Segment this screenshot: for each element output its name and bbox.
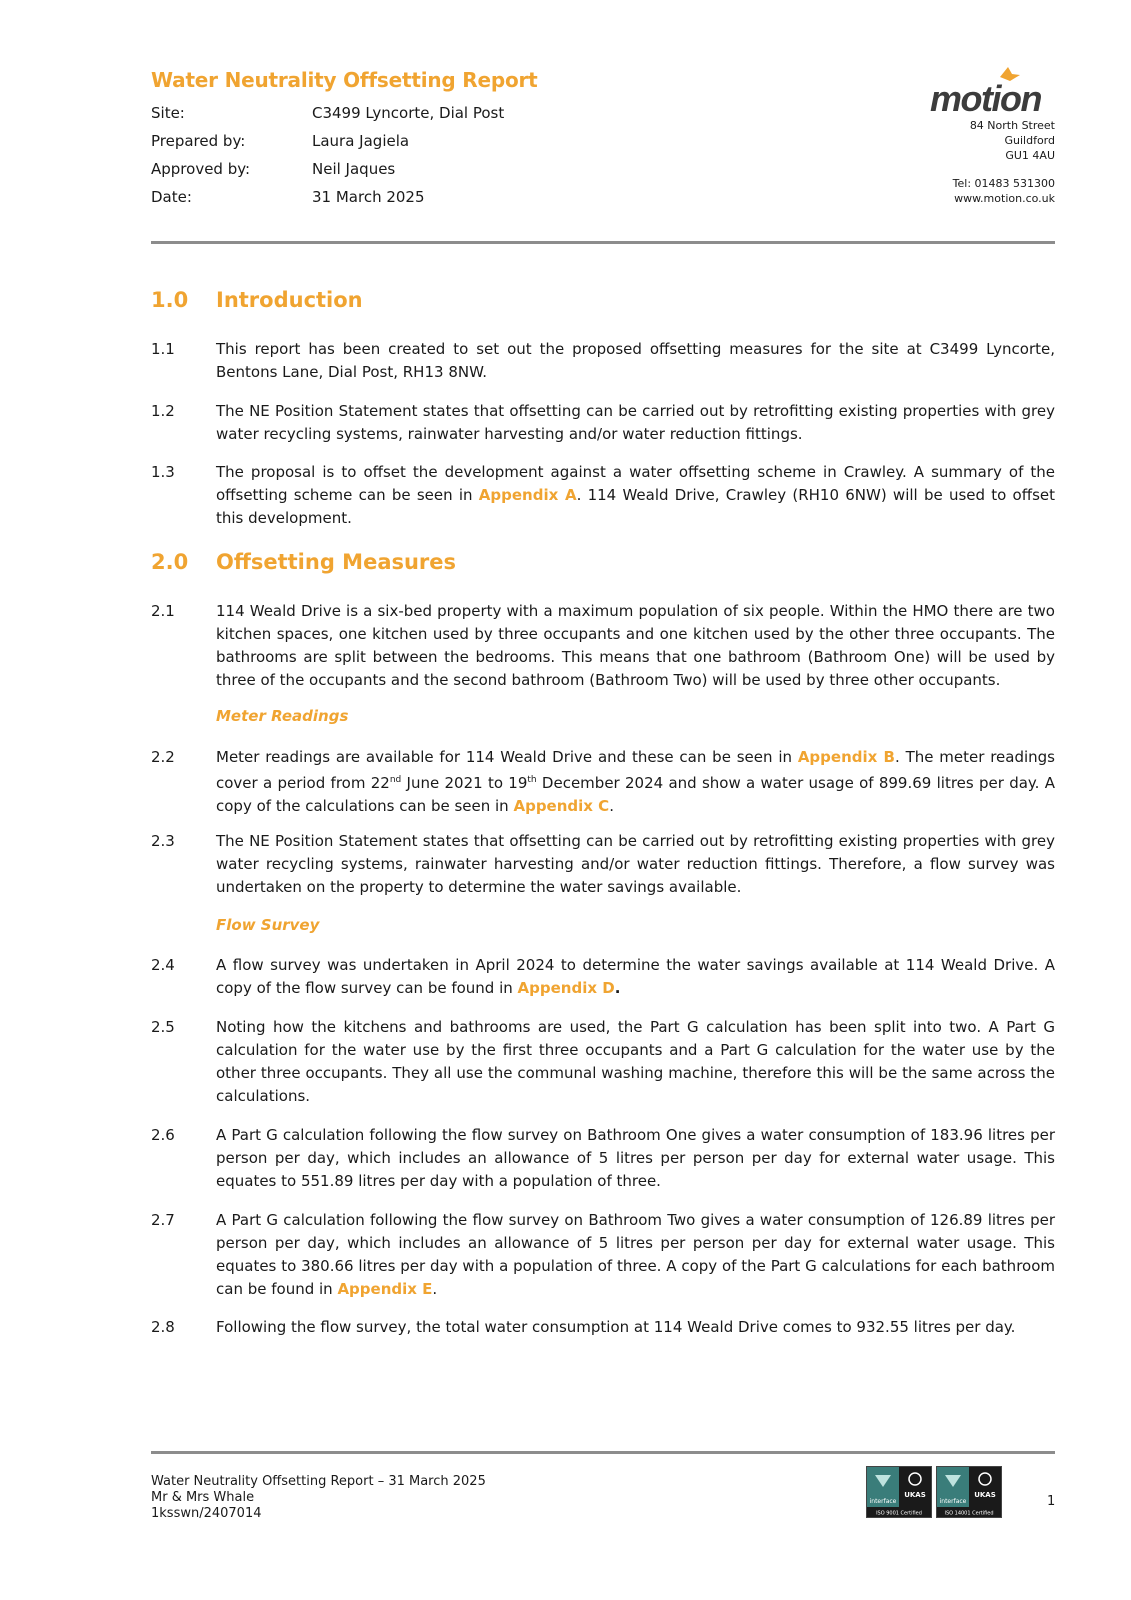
appendix-b-link[interactable]: Appendix B: [797, 748, 895, 766]
superscript: th: [527, 775, 537, 785]
paragraph-2-3: [151, 830, 1055, 899]
paragraph-1-3: [151, 461, 1055, 530]
text-run: .: [609, 797, 614, 815]
paragraph-number: 1.2: [151, 402, 175, 420]
badge-brand: interface: [869, 1498, 897, 1505]
paragraph-number: 2.7: [151, 1211, 175, 1229]
meta-value: Neil Jaques: [312, 160, 396, 178]
text-run: . 114 Weald Drive, Crawley (RH10 6NW) will be used to offset this development.: [216, 486, 1055, 527]
meta-label: Prepared by:: [151, 132, 246, 150]
paragraph-1-1: [151, 338, 1055, 384]
footer-client: Mr & Mrs Whale: [151, 1490, 255, 1505]
badge-ukas: UKAS: [974, 1491, 996, 1499]
paragraph-text: [216, 746, 1055, 818]
paragraph-2-7: [151, 1209, 1055, 1301]
company-logo: [930, 65, 1055, 119]
appendix-e-link[interactable]: Appendix E: [337, 1280, 433, 1298]
text-run: A Part G calculation following the flow survey on Bathroom Two gives a water consumption of 126.89 litres per person per day, which includes an allowance of 5 litres per person per day for external water usage. This equates to 380.66 litres per day with a population of three. A copy of the Part G calculations for each bathroom can be found in: [216, 1211, 1055, 1298]
text-run: Meter readings are available for 114 Weald Drive and these can be seen in: [216, 748, 798, 766]
report-title: Water Neutrality Offsetting Report: [151, 68, 538, 92]
paragraph-2-2: [151, 746, 1055, 818]
footer-divider: [151, 1451, 1055, 1454]
company-address: [970, 118, 1055, 163]
paragraph-text: [216, 461, 1055, 530]
badge-ukas: UKAS: [904, 1491, 926, 1499]
footer-reference: 1ksswn/2407014: [151, 1506, 262, 1521]
page-number: 1: [1047, 1494, 1056, 1509]
footer-info: [151, 1474, 486, 1522]
paragraph-number: 2.3: [151, 832, 175, 850]
meta-label: Approved by:: [151, 160, 251, 178]
section-title: Offsetting Measures: [216, 550, 457, 574]
text-run: December 2024 and show a water usage of 899.69 litres per day. A copy of the calculations can be seen in: [216, 774, 1055, 815]
badge-iso: ISO 14001 Certified: [944, 1510, 994, 1517]
paragraph-2-5: [151, 1016, 1055, 1108]
paragraph-number: 2.1: [151, 602, 175, 620]
logo-wordmark: motion: [930, 78, 1041, 119]
paragraph-text: This report has been created to set out the proposed offsetting measures for the site at C3499 Lyncorte, Bentons Lane, Dial Post, RH13 8NW.: [216, 340, 1055, 381]
paragraph-text: Following the flow survey, the total water consumption at 114 Weald Drive comes to 932.55 litres per day.: [216, 1318, 1016, 1336]
section-number: 2.0: [151, 550, 189, 574]
paragraph-number: 2.4: [151, 956, 175, 974]
meta-label: Site:: [151, 104, 185, 122]
paragraph-2-4: [151, 954, 1055, 1000]
text-run: .: [432, 1280, 438, 1298]
iso-14001-certification-badge: [936, 1466, 1002, 1518]
paragraph-2-6: [151, 1124, 1055, 1193]
meta-value: 31 March 2025: [312, 188, 425, 206]
subheading-flow-survey: Flow Survey: [216, 916, 320, 934]
meta-prepared-by: [151, 132, 409, 150]
section-title: Introduction: [216, 288, 363, 312]
appendix-d-link[interactable]: Appendix D: [517, 979, 615, 997]
address-line: 84 North Street: [969, 119, 1055, 132]
paragraph-text: [216, 954, 1055, 1000]
meta-date: [151, 188, 425, 206]
paragraph-number: 1.1: [151, 340, 175, 358]
paragraph-number: 2.2: [151, 748, 175, 766]
paragraph-text: Noting how the kitchens and bathrooms are used, the Part G calculation has been split into two. A Part G calculation for the water use by the first three occupants and a Part G calculation for the water use by the other three occupants. They all use the communal washing machine, therefore this will be the same across the calculations.: [216, 1018, 1055, 1105]
appendix-c-link[interactable]: Appendix C: [513, 797, 610, 815]
paragraph-text: A Part G calculation following the flow survey on Bathroom One gives a water consumption of 183.96 litres per person per day, which includes an allowance of 5 litres per person per day for external water usage. This equates to 551.89 litres per day with a population of three.: [216, 1126, 1055, 1190]
paragraph-number: 2.5: [151, 1018, 175, 1036]
iso-9001-certification-badge: [866, 1466, 932, 1518]
address-line: GU1 4AU: [1005, 149, 1055, 162]
text-run: . The meter readings cover a period from 22: [216, 748, 1055, 792]
footer-report-title: Water Neutrality Offsetting Report – 31 March 2025: [151, 1474, 486, 1489]
paragraph-number: 2.6: [151, 1126, 175, 1144]
meta-approved-by: [151, 160, 395, 178]
paragraph-text: The NE Position Statement states that offsetting can be carried out by retrofitting existing properties with grey water recycling systems, rainwater harvesting and/or water reduction fittings. Therefore, a flow survey was undertaken on the property to determine the water savings available.: [216, 832, 1055, 896]
text-run: .: [614, 979, 621, 997]
meta-value: C3499 Lyncorte, Dial Post: [312, 104, 505, 122]
meta-label: Date:: [151, 188, 192, 206]
paragraph-2-8: [151, 1316, 1055, 1339]
text-run: The proposal is to offset the development against a water offsetting scheme in Crawley. A summary of the offsetting scheme can be seen in: [216, 463, 1055, 504]
header-divider: [151, 241, 1055, 244]
paragraph-2-1: [151, 600, 1055, 692]
address-line: Guildford: [1004, 134, 1055, 147]
paragraph-text: 114 Weald Drive is a six-bed property with a maximum population of six people. Within the HMO there are two kitchen spaces, one kitchen used by three occupants and one kitchen used by the other three occupants. The bathrooms are split between the bedrooms. This means that one bathroom (Bathroom One) will be used by three of the occupants and the second bathroom (Bathroom Two) will be used by three other occupants.: [216, 602, 1055, 689]
section-heading-introduction: [151, 288, 363, 312]
telephone: Tel: 01483 531300: [952, 177, 1055, 190]
paragraph-1-2: [151, 400, 1055, 446]
badge-brand: interface: [939, 1498, 967, 1505]
superscript: nd: [389, 775, 402, 785]
company-contact: [953, 176, 1055, 206]
paragraph-number: 1.3: [151, 463, 175, 481]
paragraph-text: The NE Position Statement states that offsetting can be carried out by retrofitting existing properties with grey water recycling systems, rainwater harvesting and/or water reduction fittings.: [216, 402, 1055, 443]
text-run: June 2021 to 19: [401, 774, 528, 792]
meta-value: Laura Jagiela: [312, 132, 410, 150]
section-heading-offsetting-measures: [151, 550, 456, 574]
subheading-meter-readings: Meter Readings: [216, 707, 349, 725]
text-run: A flow survey was undertaken in April 2024 to determine the water savings available at 114 Weald Drive. A copy of the flow survey can be found in: [216, 956, 1055, 997]
paragraph-number: 2.8: [151, 1318, 175, 1336]
badge-iso: ISO 9001 Certified: [876, 1510, 922, 1517]
meta-site: [151, 104, 504, 122]
section-number: 1.0: [151, 288, 189, 312]
appendix-a-link[interactable]: Appendix A: [478, 486, 577, 504]
website: www.motion.co.uk: [954, 192, 1055, 205]
paragraph-text: [216, 1209, 1055, 1301]
